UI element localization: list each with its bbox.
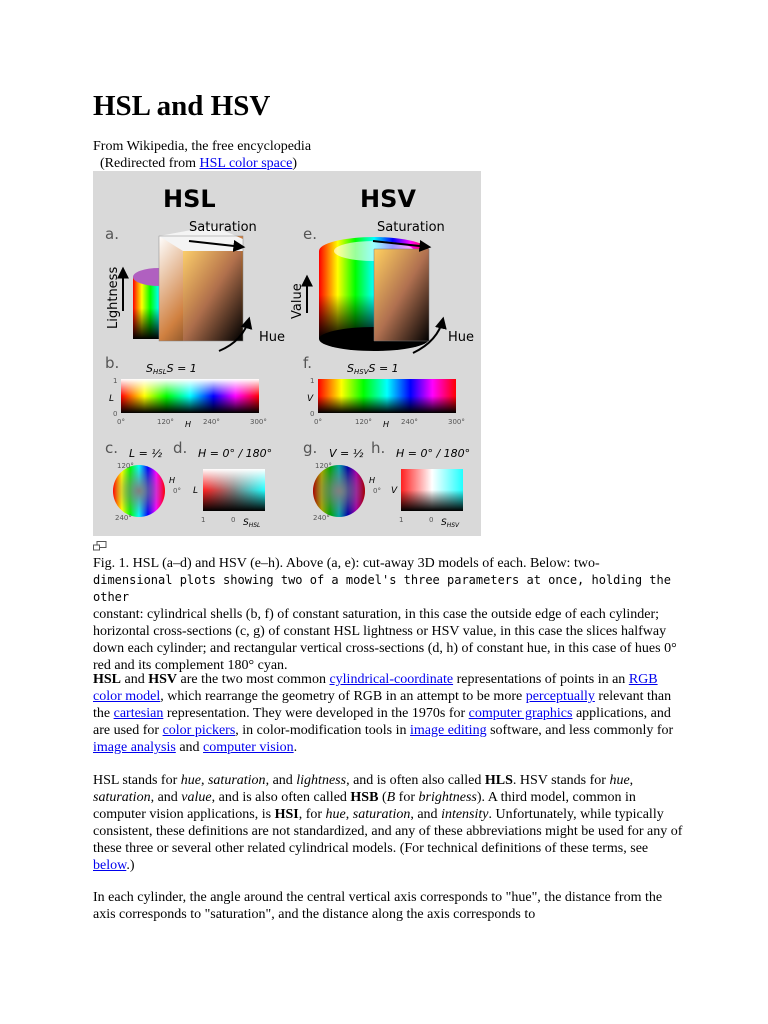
c-tick-120: 120° (117, 462, 134, 470)
hsl-wheel (113, 465, 165, 517)
f-tick-120: 120° (355, 418, 372, 426)
text: . Unfortunately, while typically consistent, these definitions are not standardized, and any of these abbreviations might be used for any of these three or several other related cylindrical models. (For technical definitions of these terms, see (93, 807, 683, 856)
text: representations of points in an (453, 672, 629, 687)
d-tick-1: 1 (201, 516, 206, 524)
text: ). A third model, common in computer vision applications, is (93, 790, 636, 822)
text: , and (265, 773, 297, 788)
redirect-link[interactable]: HSL color space (199, 156, 293, 171)
bold-term: HSI (274, 807, 299, 822)
text: , and (410, 807, 442, 822)
text: relevant than the (93, 689, 672, 721)
g-v-half: V = ½ (329, 447, 364, 460)
g-tick-240: 240° (313, 514, 330, 522)
text: , and is often also called (346, 773, 485, 788)
g-axis-h: H (369, 476, 376, 485)
g-tick-120: 120° (315, 462, 332, 470)
text: . HSV stands for (512, 773, 610, 788)
italic-term: intensity (441, 807, 489, 822)
italic-term: saturation (207, 773, 266, 788)
text: representation. They were developed in the 1970s for (163, 706, 469, 721)
c-l-half: L = ½ (129, 447, 162, 460)
text: , for (298, 807, 326, 822)
b-tick-120: 120° (157, 418, 174, 426)
italic-term: saturation (93, 790, 151, 805)
value-label: Value (290, 283, 305, 319)
label-h: h. (371, 439, 386, 457)
hsv-shell-plot (318, 379, 456, 413)
italic-term: saturation (352, 807, 411, 822)
f-axis-h: H (383, 420, 390, 429)
label-b: b. (105, 354, 120, 372)
hsl-bold: HSL (93, 672, 122, 687)
enlarge-icon[interactable] (93, 541, 107, 551)
b-tick-1: 1 (113, 377, 118, 385)
italic-term: value (181, 790, 212, 805)
italic-term: hue (325, 807, 346, 822)
article-meta (93, 138, 311, 172)
text: , (345, 807, 353, 822)
f-axis-v: V (307, 394, 314, 404)
italic-term: hue (180, 773, 201, 788)
italic-term: lightness (296, 773, 347, 788)
text: , (200, 773, 208, 788)
g-tick-0deg: 0° (373, 487, 381, 495)
f-tick-240: 240° (401, 418, 418, 426)
hsl-hue-label: Hue (259, 330, 286, 345)
italic-term: hue (609, 773, 630, 788)
abbreviations-paragraph (93, 772, 683, 874)
text: software, and less commonly for (486, 723, 674, 738)
link-cartesian[interactable]: cartesian (113, 706, 164, 721)
b-tick-300: 300° (250, 418, 267, 426)
label-g: g. (303, 439, 318, 457)
intro-paragraph (93, 671, 683, 756)
italic-term: brightness (418, 790, 477, 805)
hsv-saturation-label: Saturation (377, 220, 445, 235)
link-color-pickers[interactable]: color pickers (162, 723, 236, 738)
f-tick-300: 300° (448, 418, 465, 426)
c-tick-0deg: 0° (173, 487, 181, 495)
text: , which rearrange the geometry of RGB in an attempt to be more (160, 689, 526, 704)
c-axis-h: H (169, 476, 176, 485)
d-axis-l: L (193, 486, 199, 496)
page-title: HSL and HSV (93, 90, 271, 122)
f-tick-0deg: 0° (314, 418, 322, 426)
link-computer-vision[interactable]: computer vision (203, 740, 294, 755)
redirect-note (93, 155, 311, 172)
hsv-cutaway-model (307, 237, 443, 353)
italic-term: B (386, 790, 396, 805)
text: , and is also often called (211, 790, 351, 805)
h-h-eq: H = 0° / 180° (396, 447, 471, 460)
label-c: c. (105, 439, 119, 457)
cylinder-paragraph: In each cylinder, the angle around the central vertical axis corresponds to "hue", the distance from the axis corresponds to "saturation", and the distance along the axis corresponds to (93, 890, 663, 922)
f-tick-1: 1 (310, 377, 315, 385)
link-image-analysis[interactable]: image analysis (93, 740, 176, 755)
d-s-label: $S_{HSL}$ (243, 518, 261, 529)
text: .) (126, 858, 135, 873)
link-perceptually[interactable]: perceptually (525, 689, 595, 704)
b-tick-0: 0 (113, 410, 118, 418)
redirect-prefix: (Redirected from (100, 156, 200, 171)
label-a: a. (105, 225, 119, 243)
f-s-label: SHSVS = 1 (347, 362, 399, 376)
link-below[interactable]: below (93, 858, 127, 873)
label-d: d. (173, 439, 188, 457)
text: are the two most common (177, 672, 330, 687)
text: . (293, 740, 298, 755)
hsv-bold: HSV (148, 672, 178, 687)
bold-term: HSB (350, 790, 379, 805)
link-computer-graphics[interactable]: computer graphics (468, 706, 573, 721)
b-s-label: SHSLS = 1 (146, 362, 197, 376)
b-axis-h: H (185, 420, 192, 429)
text: , and (150, 790, 182, 805)
b-tick-0deg: 0° (117, 418, 125, 426)
h-tick-0: 0 (429, 516, 434, 524)
b-axis-l: L (109, 394, 115, 404)
lightness-label: Lightness (106, 266, 121, 329)
text: applications, and are used for (93, 706, 671, 738)
caption-line-2: dimensional plots showing two of a model's three parameters at once, holding the other (93, 573, 671, 604)
hsv-hue-label: Hue (448, 330, 475, 345)
hsv-heading: HSV (360, 185, 416, 213)
label-e: e. (303, 225, 317, 243)
hsl-hsv-figure[interactable] (93, 171, 481, 536)
c-tick-240: 240° (115, 514, 132, 522)
text: , (629, 773, 634, 788)
hsl-shell-plot (121, 379, 259, 413)
link-image-editing[interactable]: image editing (409, 723, 487, 738)
hsv-vertical-slice (401, 469, 463, 511)
source-line: From Wikipedia, the free encyclopedia (93, 139, 312, 154)
text: HSL stands for (93, 773, 181, 788)
hsl-heading: HSL (163, 185, 216, 213)
figure-illustration (93, 171, 481, 536)
link-rgb-color-model[interactable]: RGB color model (93, 672, 658, 704)
caption-rest: constant: cylindrical shells (b, f) of constant saturation, in this case the outside edge of each cylinder; horizontal cross-sections (c, g) of constant HSL lightness or HSV value, in this case the slices halfway down each cylinder; and rectangular vertical cross-sections (d, h) of constant hue, in this case of hues 0° red and its complement 180° cyan. (93, 607, 677, 673)
text: and (175, 740, 204, 755)
hsv-wheel (313, 465, 365, 517)
bold-term: HLS (484, 773, 513, 788)
h-s-label: $S_{HSV}$ (441, 518, 460, 529)
text: ( (378, 790, 387, 805)
h-axis-v: V (391, 486, 398, 496)
link-cylindrical-coordinate[interactable]: cylindrical-coordinate (329, 672, 454, 687)
f-tick-0: 0 (310, 410, 315, 418)
caption-line-1: Fig. 1. HSL (a–d) and HSV (e–h). Above (a, e): cut-away 3D models of each. Below: two- (93, 556, 600, 571)
text: , in color-modification tools in (235, 723, 410, 738)
hsl-cutaway-model (123, 226, 249, 351)
b-tick-240: 240° (203, 418, 220, 426)
label-f: f. (303, 354, 312, 372)
h-tick-1: 1 (399, 516, 404, 524)
d-tick-0: 0 (231, 516, 236, 524)
figure-caption (93, 555, 683, 674)
redirect-suffix: ) (292, 156, 297, 171)
hsl-saturation-label: Saturation (189, 220, 257, 235)
text: for (395, 790, 419, 805)
d-h-eq: H = 0° / 180° (198, 447, 273, 460)
text: and (121, 672, 149, 687)
hsl-vertical-slice (203, 469, 265, 511)
